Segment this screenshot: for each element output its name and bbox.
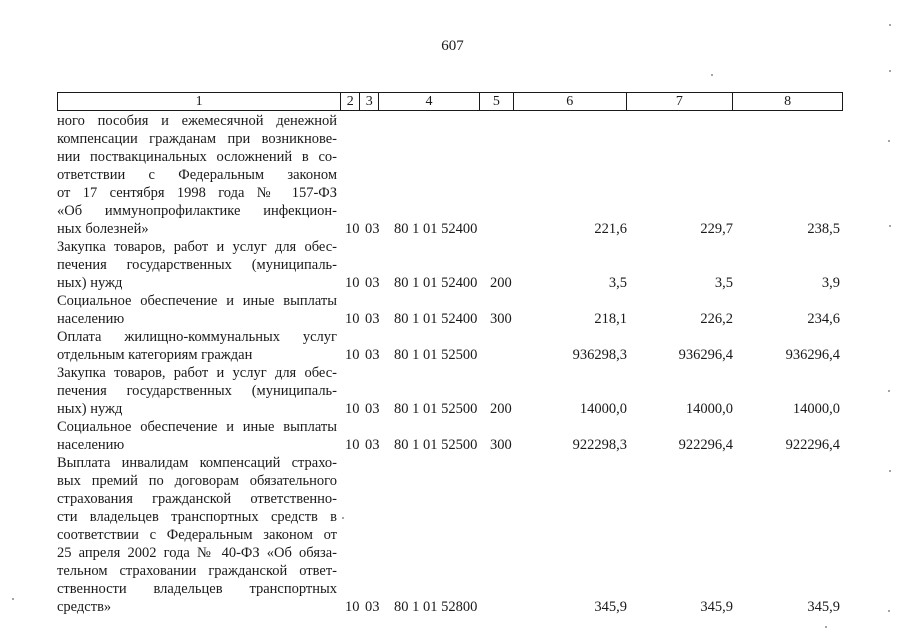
scan-speck bbox=[12, 598, 14, 600]
subsection-code: 03 bbox=[365, 275, 380, 291]
description-line: Социальное обеспечение и иные выплаты bbox=[57, 419, 337, 435]
page-number: 607 bbox=[441, 38, 464, 54]
header-col-2: 2 bbox=[341, 93, 360, 110]
row-values bbox=[57, 400, 843, 418]
table-body bbox=[57, 112, 843, 616]
section-code: 10 bbox=[345, 275, 360, 291]
table-row bbox=[57, 364, 843, 418]
subsection-code: 03 bbox=[365, 401, 380, 417]
description-line: от 17 сентября 1998 года № 157-ФЗ bbox=[57, 185, 337, 201]
target-article-code: 80 1 01 52500 bbox=[394, 401, 478, 417]
subsection-code: 03 bbox=[365, 437, 380, 453]
description-line: печения государственных (муниципаль- bbox=[57, 257, 337, 273]
header-col-3: 3 bbox=[360, 93, 379, 110]
subsection-code: 03 bbox=[365, 347, 380, 363]
target-article-code: 80 1 01 52400 bbox=[394, 221, 478, 237]
description-line: нии поствакцинальных осложнений в со- bbox=[57, 149, 337, 165]
description-line: Оплата жилищно-коммунальных услуг bbox=[57, 329, 337, 345]
target-article-code: 80 1 01 52800 bbox=[394, 599, 478, 615]
description-line: Социальное обеспечение и иные выплаты bbox=[57, 293, 337, 309]
header-col-5: 5 bbox=[480, 93, 514, 110]
description-line: ственности владельцев транспортных bbox=[57, 581, 337, 597]
scan-speck bbox=[888, 610, 890, 612]
amount-col-8: 234,6 bbox=[807, 311, 840, 327]
amount-col-7: 345,9 bbox=[700, 599, 733, 615]
section-code: 10 bbox=[345, 599, 360, 615]
scan-speck bbox=[342, 517, 344, 519]
subsection-code: 03 bbox=[365, 599, 380, 615]
amount-col-8: 922296,4 bbox=[785, 437, 840, 453]
table-row bbox=[57, 112, 843, 238]
amount-col-6: 221,6 bbox=[594, 221, 627, 237]
target-article-code: 80 1 01 52500 bbox=[394, 437, 478, 453]
target-article-code: 80 1 01 52500 bbox=[394, 347, 478, 363]
amount-col-6: 218,1 bbox=[594, 311, 627, 327]
amount-col-8: 345,9 bbox=[807, 599, 840, 615]
description-line: страхования гражданской ответственно- bbox=[57, 491, 337, 507]
section-code: 10 bbox=[345, 221, 360, 237]
amount-col-7: 226,2 bbox=[700, 311, 733, 327]
table-row bbox=[57, 418, 843, 454]
description-line: населению bbox=[57, 311, 125, 327]
amount-col-7: 14000,0 bbox=[685, 401, 733, 417]
expense-type-code: 200 bbox=[490, 401, 512, 417]
amount-col-8: 238,5 bbox=[807, 221, 840, 237]
table-row bbox=[57, 454, 843, 616]
description-line: населению bbox=[57, 437, 125, 453]
header-col-8: 8 bbox=[784, 94, 792, 109]
section-code: 10 bbox=[345, 437, 360, 453]
section-code: 10 bbox=[345, 347, 360, 363]
description-line: печения государственных (муниципаль- bbox=[57, 383, 337, 399]
amount-col-6: 14000,0 bbox=[579, 401, 627, 417]
subsection-code: 03 bbox=[365, 221, 380, 237]
amount-col-8: 14000,0 bbox=[792, 401, 840, 417]
description-line: ных болезней» bbox=[57, 221, 149, 237]
scan-speck bbox=[889, 470, 891, 472]
description-line: средств» bbox=[57, 599, 112, 615]
target-article-code: 80 1 01 52400 bbox=[394, 275, 478, 291]
row-values bbox=[57, 436, 843, 454]
description-line: 25 апреля 2002 года № 40-ФЗ «Об обяза- bbox=[57, 545, 337, 561]
table-row bbox=[57, 292, 843, 328]
description-line: ных) нужд bbox=[57, 275, 123, 291]
amount-col-6: 936298,3 bbox=[572, 347, 627, 363]
amount-col-6: 922298,3 bbox=[572, 437, 627, 453]
section-code: 10 bbox=[345, 311, 360, 327]
description-line: «Об иммунопрофилактике инфекцион- bbox=[57, 203, 337, 219]
scan-speck bbox=[889, 225, 891, 227]
row-description bbox=[57, 454, 337, 616]
target-article-code: 80 1 01 52400 bbox=[394, 311, 478, 327]
description-line: Закупка товаров, работ и услуг для обес- bbox=[57, 239, 337, 255]
header-col-4: 4 bbox=[379, 93, 480, 110]
expense-type-code: 300 bbox=[490, 311, 512, 327]
row-values bbox=[57, 310, 843, 328]
scan-speck bbox=[825, 626, 827, 628]
description-line: соответствии с Федеральным законом от bbox=[57, 527, 337, 543]
description-line: Закупка товаров, работ и услуг для обес- bbox=[57, 365, 337, 381]
amount-col-7: 229,7 bbox=[700, 221, 733, 237]
description-line: ответствии с Федеральным законом bbox=[57, 167, 337, 183]
description-line: ного пособия и ежемесячной денежной bbox=[57, 113, 337, 129]
amount-col-6: 3,5 bbox=[608, 275, 627, 291]
scan-speck bbox=[889, 24, 891, 26]
row-values bbox=[57, 346, 843, 364]
amount-col-8: 936296,4 bbox=[785, 347, 840, 363]
description-line: ных) нужд bbox=[57, 401, 123, 417]
scan-speck bbox=[711, 74, 713, 76]
amount-col-6: 345,9 bbox=[594, 599, 627, 615]
amount-col-7: 922296,4 bbox=[678, 437, 733, 453]
description-line: тельном страховании гражданской ответ- bbox=[57, 563, 337, 579]
expense-type-code: 200 bbox=[490, 275, 512, 291]
table-row bbox=[57, 238, 843, 292]
header-col-6: 6 bbox=[514, 93, 627, 110]
row-values bbox=[57, 274, 843, 292]
description-line: Выплата инвалидам компенсаций страхо- bbox=[57, 455, 337, 471]
subsection-code: 03 bbox=[365, 311, 380, 327]
scan-speck bbox=[889, 70, 891, 72]
row-values bbox=[57, 220, 843, 238]
description-line: компенсации гражданам при возникнове- bbox=[57, 131, 337, 147]
amount-col-7: 3,5 bbox=[714, 275, 733, 291]
section-code: 10 bbox=[345, 401, 360, 417]
description-line: сти владельцев транспортных средств в bbox=[57, 509, 337, 525]
description-line: вых премий по договорам обязательного bbox=[57, 473, 337, 489]
scan-speck bbox=[888, 390, 890, 392]
description-line: отдельным категориям граждан bbox=[57, 347, 253, 363]
scan-speck bbox=[888, 140, 890, 142]
amount-col-7: 936296,4 bbox=[678, 347, 733, 363]
header-col-7: 7 bbox=[627, 93, 734, 110]
expense-type-code: 300 bbox=[490, 437, 512, 453]
header-col-1: 1 bbox=[58, 93, 341, 110]
row-values bbox=[57, 598, 843, 616]
table-header-row bbox=[57, 92, 843, 111]
amount-col-8: 3,9 bbox=[821, 275, 840, 291]
table-row bbox=[57, 328, 843, 364]
